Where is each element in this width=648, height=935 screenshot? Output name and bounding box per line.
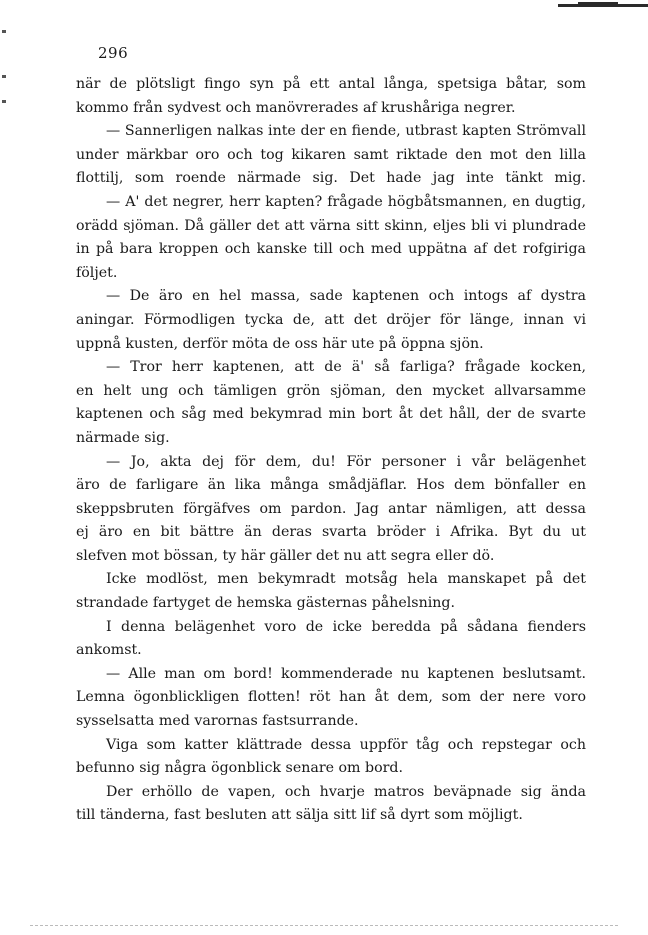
text-line: — Tror herr kaptenen, att de ä' så farliga? frågade kocken,	[106, 359, 586, 376]
text-line: kaptenen och såg med bekymrad min bort åt det håll, der de svarte	[76, 406, 586, 423]
text-line: kommo från sydvest och manövrerades af krushåriga negrer.	[76, 99, 516, 116]
text-line: äro de farligare än lika många smådjäflar. Hos dem bönfaller en	[76, 477, 586, 494]
text-line: Icke modlöst, men bekymradt motsåg hela manskapet på det	[106, 571, 586, 588]
text-line: uppnå kusten, derför möta de oss här ute på öppna sjön.	[76, 335, 484, 352]
text-line: sysselsatta med varornas fastsurrande.	[76, 713, 359, 730]
text-line: strandade fartyget de hemska gästernas påhelsning.	[76, 595, 455, 612]
margin-mark	[2, 75, 6, 78]
text-line: — Jo, akta dej för dem, du! För personer i vår belägenhet	[106, 453, 586, 470]
text-line: orädd sjöman. Då gäller det att värna sitt skinn, eljes bli vi plundrade	[76, 217, 586, 234]
text-line: närmade sig.	[76, 429, 170, 446]
text-line: flottilj, som roende närmade sig. Det hade jag inte tänkt mig.	[76, 170, 586, 187]
page-number: 296	[98, 44, 129, 62]
text-line: Lemna ögonblickligen flotten! röt han åt dem, som der nere voro	[76, 689, 586, 706]
text-line: I denna belägenhet voro de icke beredda på sådana fienders	[106, 618, 586, 635]
text-line: — Sannerligen nalkas inte der en fiende, utbrast kapten Strömvall	[106, 123, 586, 140]
text-line: — Alle man om bord! kommenderade nu kaptenen beslutsamt.	[106, 665, 586, 682]
text-line: Der erhöllo de vapen, och hvarje matros beväpnade sig ända	[106, 783, 586, 800]
text-line: ankomst.	[76, 642, 142, 659]
text-line: ej äro en bit bättre än deras svarta bröder i Afrika. Byt du ut	[76, 524, 586, 541]
text-line: in på bara kroppen och kanske till och med uppätna af det rofgiriga	[76, 241, 586, 258]
body-text	[76, 73, 586, 828]
text-line: en helt ung och tämligen grön sjöman, den mycket allvarsamme	[76, 382, 586, 399]
text-line: skeppsbruten förgäfves om pardon. Jag antar nämligen, att dessa	[76, 500, 586, 517]
text-line: slefven mot bössan, ty här gäller det nu att segra eller dö.	[76, 547, 495, 564]
text-line: Viga som katter klättrade dessa uppför tåg och repstegar och	[106, 736, 586, 753]
margin-mark	[2, 30, 6, 33]
text-line: aningar. Förmodligen tycka de, att det dröjer för länge, innan vi	[76, 311, 586, 328]
text-line: under märkbar oro och tog kikaren samt riktade den mot den lilla	[76, 146, 586, 163]
top-edge-rule	[558, 4, 648, 7]
text-line: till tänderna, fast besluten att sälja sitt lif så dyrt som möjligt.	[76, 807, 523, 824]
text-line: när de plötsligt fingo syn på ett antal långa, spetsiga båtar, som	[76, 76, 586, 92]
margin-mark	[2, 100, 6, 103]
text-line: — A' det negrer, herr kapten? frågade högbåtsmannen, en dugtig,	[106, 193, 586, 210]
top-edge-rule-short	[578, 2, 618, 4]
text-line: — De äro en hel massa, sade kaptenen och intogs af dystra	[106, 288, 586, 305]
bottom-edge-rule	[30, 925, 618, 926]
text-line: följet.	[76, 264, 118, 281]
text-line: befunno sig några ögonblick senare om bord.	[76, 760, 404, 777]
